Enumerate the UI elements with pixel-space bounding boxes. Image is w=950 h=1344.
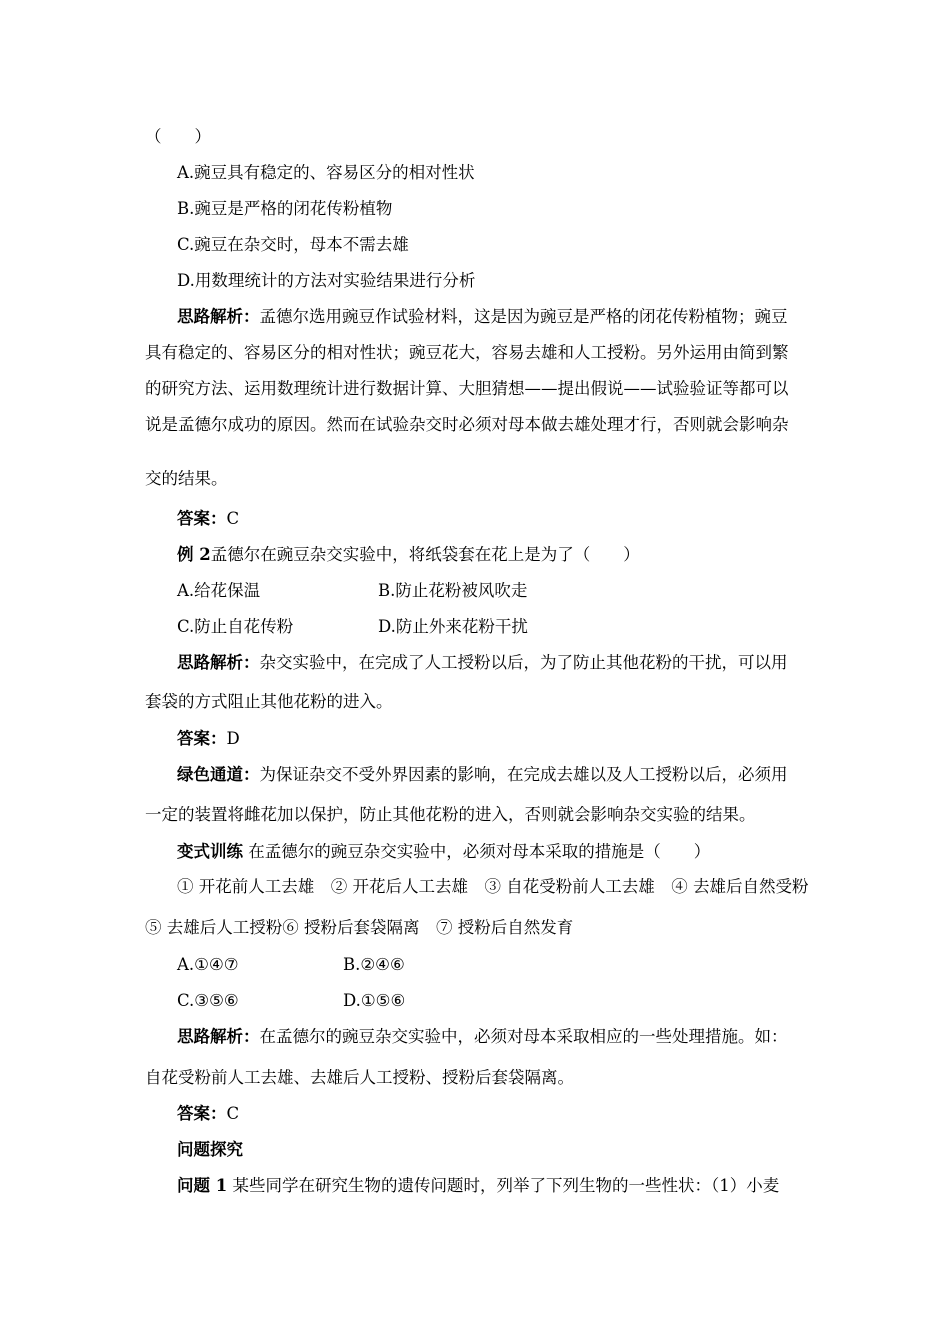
q1-option-d: D.用数理统计的方法对实验结果进行分析 (177, 271, 476, 290)
q1-analysis-line: 说是孟德尔成功的原因。然而在试验杂交时必须对母本做去雄处理才行，否则就会影响杂 (145, 415, 789, 434)
example-stem: 孟德尔在豌豆杂交实验中，将纸袋套在花上是为了（ ） (210, 545, 640, 564)
q1-analysis-line: 具有稳定的、容易区分的相对性状；豌豆花大，容易去雄和人工授粉。另外运用由简到繁 (145, 343, 789, 362)
q3-option-a: A.①④⑦ (177, 955, 239, 974)
q2-option-d: D.防止外来花粉干扰 (378, 617, 528, 636)
answer-label: 答案： (177, 1104, 227, 1123)
q1-option-c: C.豌豆在杂交时，母本不需去雄 (177, 235, 409, 254)
analysis-label: 思路解析： (177, 307, 260, 326)
problem-text: 某些同学在研究生物的遗传问题时，列举了下列生物的一些性状：（1）小麦 (232, 1176, 780, 1195)
problem-label: 问题 1 (177, 1176, 228, 1195)
analysis-text: 孟德尔选用豌豆作试验材料，这是因为豌豆是严格的闭花传粉植物；豌豆 (259, 307, 788, 326)
answer-value: C (226, 509, 240, 528)
variant-text: 在孟德尔的豌豆杂交实验中，必须对母本采取的措施是（ ） (248, 842, 711, 861)
q2-answer (177, 729, 240, 749)
section-heading: 问题探究 (177, 1140, 243, 1159)
variant-stem (177, 842, 710, 862)
analysis-label: 思路解析： (177, 1027, 260, 1046)
q1-analysis-line: 的研究方法、运用数理统计进行数据计算、大胆猜想——提出假说——试验验证等都可以 (145, 379, 789, 398)
q2-analysis-line: 套袋的方式阻止其他花粉的进入。 (145, 692, 393, 711)
q2-option-b: B.防止花粉被风吹走 (378, 581, 528, 600)
answer-value: D (226, 729, 240, 748)
q3-option-c: C.③⑤⑥ (177, 991, 239, 1010)
analysis-text: 在孟德尔的豌豆杂交实验中，必须对母本采取相应的一些处理措施。如： (259, 1027, 788, 1046)
problem-1-line (177, 1176, 779, 1196)
variant-label: 变式训练 (177, 842, 243, 861)
q1-analysis-line (177, 307, 788, 327)
answer-parenthesis: （ ） (145, 127, 211, 146)
q2-option-a: A.给花保温 (177, 581, 261, 600)
q3-option-d: D.①⑤⑥ (343, 991, 406, 1010)
q3-analysis-line: 自花受粉前人工去雄、去雄后人工授粉、授粉后套袋隔离。 (145, 1068, 574, 1087)
q2-option-c: C.防止自花传粉 (177, 617, 294, 636)
answer-label: 答案： (177, 509, 227, 528)
green-channel-line: 一定的装置将雌花加以保护，防止其他花粉的进入，否则就会影响杂交实验的结果。 (145, 805, 756, 824)
q1-option-a: A.豌豆具有稳定的、容易区分的相对性状 (177, 163, 475, 182)
q2-analysis-line (177, 653, 788, 673)
analysis-label: 思路解析： (177, 653, 260, 672)
green-channel-line (177, 765, 788, 785)
q1-option-b: B.豌豆是严格的闭花传粉植物 (177, 199, 393, 218)
analysis-text: 杂交实验中，在完成了人工授粉以后，为了防止其他花粉的干扰，可以用 (259, 653, 788, 672)
example-label: 例 2 (177, 545, 211, 564)
answer-label: 答案： (177, 729, 227, 748)
answer-value: C (226, 1104, 240, 1123)
variant-items-line: ⑤ 去雄后人工授粉⑥ 授粉后套袋隔离 ⑦ 授粉后自然发育 (145, 918, 574, 937)
variant-items-line: ① 开花前人工去雄 ② 开花后人工去雄 ③ 自花受粉前人工去雄 ④ 去雄后自然受粉 (177, 877, 809, 896)
q2-stem (177, 545, 640, 565)
green-channel-label: 绿色通道： (177, 765, 260, 784)
q3-answer (177, 1104, 239, 1124)
q1-analysis-line: 交的结果。 (145, 469, 228, 488)
q3-option-b: B.②④⑥ (343, 955, 405, 974)
q3-analysis-line (177, 1027, 788, 1047)
green-channel-text: 为保证杂交不受外界因素的影响，在完成去雄以及人工授粉以后，必须用 (259, 765, 788, 784)
q1-answer (177, 509, 239, 529)
